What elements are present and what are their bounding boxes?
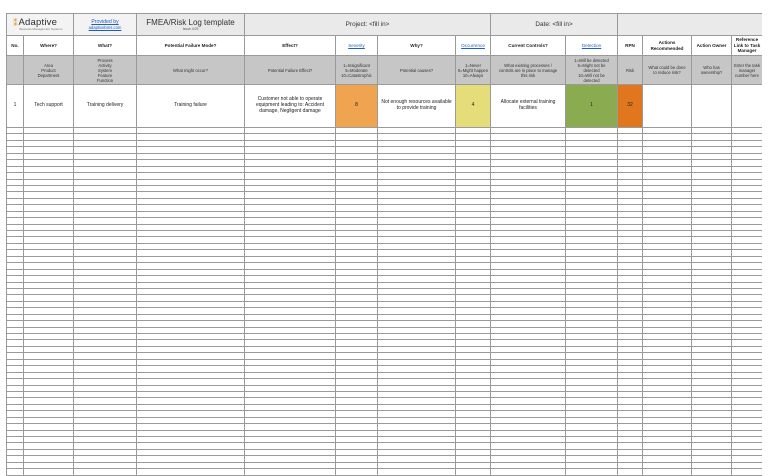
cell-failure-mode[interactable]: Training failure	[137, 85, 245, 128]
column-header: Why?	[378, 36, 456, 56]
header-blank	[618, 14, 762, 36]
adaptivebms-link[interactable]: adaptivebms.com	[88, 25, 122, 30]
column-header: Where?	[24, 36, 74, 56]
column-header[interactable]: Occurrence	[456, 36, 491, 56]
cell-owner[interactable]	[692, 85, 732, 128]
column-header: Actions Recommended	[643, 36, 692, 56]
adaptive-logo	[13, 18, 72, 32]
column-subheader: 1=Never 5=Might happen 10=Always	[456, 56, 491, 85]
column-subheader: 1=Insignificant 5=Moderate 10=Catastrophic	[336, 56, 378, 85]
cell-occurrence[interactable]: 4	[456, 85, 491, 128]
column-header-row	[7, 36, 763, 56]
fmea-table	[6, 13, 762, 476]
column-subheader: What might occur?	[137, 56, 245, 85]
column-subheader: Potential causes?	[378, 56, 456, 85]
template-title-cell	[137, 14, 245, 36]
column-header: RPN	[618, 36, 643, 56]
template-title: FMEA/Risk Log template	[146, 18, 235, 27]
column-header: What?	[74, 36, 137, 56]
column-header: No.	[7, 36, 24, 56]
project-field[interactable]: Project: <fill in>	[245, 14, 491, 36]
cell-detection[interactable]: 1	[566, 85, 618, 128]
column-header[interactable]: Detection	[566, 36, 618, 56]
cell-rpn[interactable]: 32	[618, 85, 643, 128]
empty-rows	[7, 128, 763, 476]
logo-cell	[7, 14, 74, 36]
column-subheader: Enter the task manager number here	[732, 56, 762, 85]
cell-controls[interactable]: Allocate external training facilities	[491, 85, 566, 128]
column-subheader-row	[7, 56, 763, 85]
column-header: Effect?	[245, 36, 336, 56]
column-subheader: Process Activity System Feature Function	[74, 56, 137, 85]
date-field[interactable]: Date: <fill in>	[491, 14, 618, 36]
cell-what[interactable]: Training delivery	[74, 85, 137, 128]
provided-by-link[interactable]: Provided by	[91, 19, 119, 25]
table-row	[7, 85, 763, 128]
cell-reference[interactable]	[732, 85, 762, 128]
column-subheader: Potential Failure Effect?	[245, 56, 336, 85]
fmea-sheet	[6, 13, 762, 476]
column-header: Potential Failure Mode?	[137, 36, 245, 56]
cell-why[interactable]: Not enough resources available to provide training	[378, 85, 456, 128]
title-row	[7, 14, 763, 36]
column-header[interactable]: Severity	[336, 36, 378, 56]
cell-no[interactable]: 1	[7, 85, 24, 128]
column-subheader	[7, 56, 24, 85]
column-subheader: What could be done to reduce risk?	[643, 56, 692, 85]
cell-effect[interactable]: Customer not able to operate equipment leading to: Accident damage, Negligent damage	[245, 85, 336, 128]
column-subheader: Who has ownership?	[692, 56, 732, 85]
cell-severity[interactable]: 8	[336, 85, 378, 128]
logo-text: Adaptive	[18, 16, 58, 28]
column-header: Reference Link to Task Manager	[732, 36, 762, 56]
cell-where[interactable]: Tech support	[24, 85, 74, 128]
column-subheader: Area Product Department	[24, 56, 74, 85]
column-subheader: What existing processes / controls are in place to manage this risk	[491, 56, 566, 85]
template-issue: Issue 4.09	[182, 27, 199, 31]
column-header: Current Controls?	[491, 36, 566, 56]
logo-mark-icon: ⁑	[13, 17, 18, 28]
column-subheader: Risk	[618, 56, 643, 85]
column-header: Action Owner	[692, 36, 732, 56]
column-subheader: 1=Will be detected 5=Might not be detected 10=Will not be detected	[566, 56, 618, 85]
cell-actions[interactable]	[643, 85, 692, 128]
logo-tagline: Business Management Systems	[19, 26, 63, 31]
provided-by-cell	[74, 14, 137, 36]
